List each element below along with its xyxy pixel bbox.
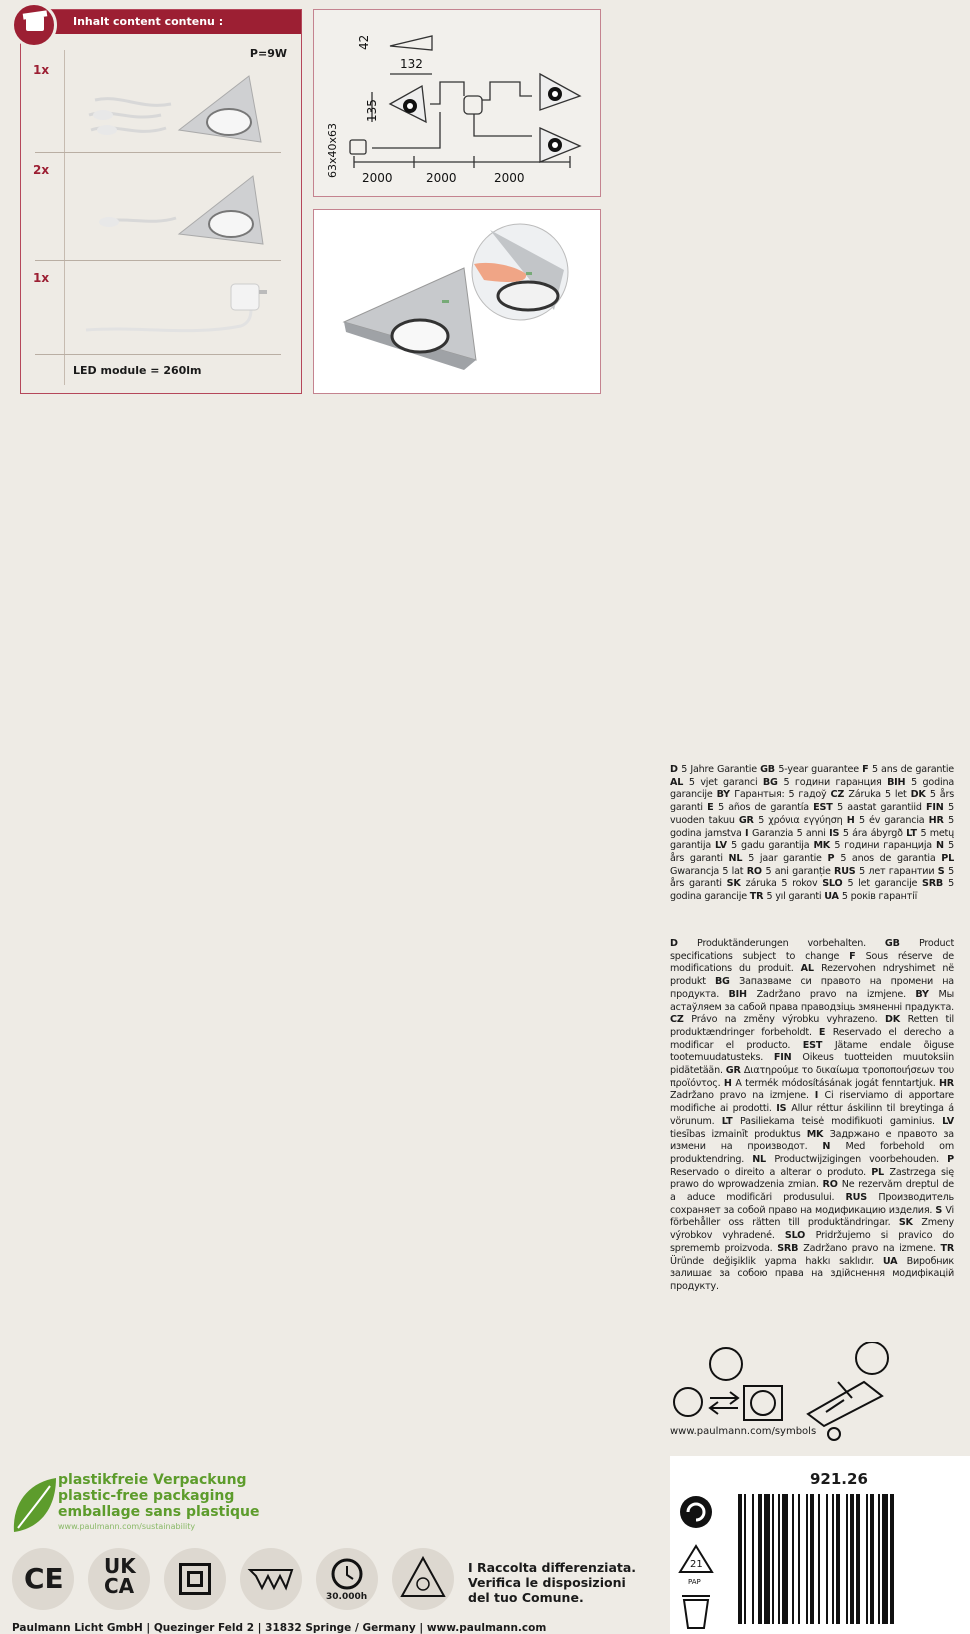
plastic-free-fr: emballage sans plastique	[58, 1504, 260, 1520]
warranty-text	[670, 764, 954, 904]
language-text: Oikeus tuotteiden muutoksiin pidätetään.	[670, 1052, 954, 1077]
language-text: 5 χρόνια εγγύηση	[758, 814, 847, 826]
language-text: Üründe değişiklik yapma hakkı saklıdır.	[670, 1255, 883, 1267]
barcode-bar	[798, 1494, 800, 1624]
language-text: Právo na změny výrobku vyhrazeno.	[691, 1014, 885, 1026]
language-text: záruka 5 rokov	[745, 878, 823, 890]
language-text: Garanzia 5 anni	[752, 827, 830, 839]
depth-label: 135	[365, 99, 379, 122]
language-code: CZ	[670, 1014, 692, 1026]
language-code: BY	[716, 789, 735, 801]
height-label: 42	[357, 34, 371, 50]
language-text: 5 års garanti	[670, 789, 954, 814]
furniture-mount-icon	[240, 1548, 302, 1610]
language-code: RUS	[834, 865, 860, 877]
language-text: 5 лет гарантии	[859, 865, 938, 877]
language-code: BG	[762, 776, 784, 788]
contents-header: Inhalt content contenu :	[21, 10, 301, 34]
language-code: SRB	[922, 878, 949, 890]
language-text: 5 години гаранција	[834, 840, 936, 852]
language-text: 5 jaar garantie	[748, 852, 828, 864]
barcode-bar	[792, 1494, 794, 1624]
symbols-url: www.paulmann.com/symbols	[670, 1426, 817, 1437]
barcode-bar	[866, 1494, 868, 1624]
wiring-diagram-svg	[314, 10, 602, 198]
barcode	[738, 1494, 938, 1634]
language-text: A termék módosításának jogát fenntartjuk.	[735, 1077, 939, 1089]
recycling-icons	[674, 1492, 728, 1632]
language-text: 5 años de garantía	[718, 802, 814, 814]
barcode-bar	[744, 1494, 746, 1624]
language-code: HR	[928, 814, 949, 826]
language-code: I	[814, 1090, 825, 1102]
language-text: 5 ára ábyrgð	[842, 827, 907, 839]
language-text: Productwijzigingen voorbehouden.	[774, 1153, 948, 1165]
ce-mark-icon	[12, 1548, 74, 1610]
language-text: Виробник залишає за собою права на здійснення модифікацій продукту.	[670, 1255, 954, 1292]
language-text: 5 godina garancije	[670, 878, 954, 903]
sustainability-url: www.paulmann.com/sustainability	[58, 1522, 196, 1531]
language-code: SLO	[822, 878, 848, 890]
language-text: Rezervohen ndryshimet në produkt	[670, 963, 954, 988]
barcode-bar	[878, 1494, 880, 1624]
barcode-bar	[764, 1494, 770, 1624]
language-code: D	[670, 938, 698, 949]
barcode-bar	[856, 1494, 860, 1624]
led-module-label: LED module = 260lm	[73, 364, 202, 377]
language-text: 5 års garanti	[670, 840, 954, 864]
barcode-bar	[758, 1494, 762, 1624]
language-code: LT	[721, 1115, 740, 1127]
language-text: 5 Jahre Garantie	[681, 764, 761, 775]
language-code: UA	[824, 891, 842, 903]
barcode-bar	[806, 1494, 808, 1624]
language-text: Záruka 5 let	[848, 789, 911, 801]
language-text: Мы астаўляем за сабой права праводзіць змяненні прадукта.	[670, 988, 954, 1013]
language-code: FIN	[773, 1052, 803, 1064]
language-code: DK	[884, 1014, 908, 1026]
barcode-bar	[826, 1494, 828, 1624]
barcode-bar	[850, 1494, 854, 1624]
barcode-bar	[738, 1494, 742, 1624]
product-photo	[313, 209, 601, 394]
lifetime-icon	[316, 1548, 378, 1610]
barcode-bar	[810, 1494, 814, 1624]
language-code: EST	[802, 1039, 835, 1051]
language-text: 5 év garancia	[858, 814, 929, 826]
barcode-bar	[836, 1494, 840, 1624]
language-text: Zmeny výrobkov vyhradené.	[670, 1217, 954, 1242]
language-text: Ne rezervăm dreptul de a aduce modificări produsului.	[670, 1179, 954, 1204]
language-code: N	[935, 840, 949, 852]
language-text: Zadržano pravo na izmjene.	[756, 988, 916, 1000]
raccolta-text: I Raccolta differenziata. Verifica le disposizioni del tuo Comune.	[468, 1560, 637, 1605]
barcode-bar	[832, 1494, 834, 1624]
language-text: Zastrzega się prawo do wprowadzenia zmian.	[670, 1166, 954, 1191]
language-code: BY	[915, 988, 939, 1000]
ce-mark: CE	[24, 1562, 64, 1595]
language-code: H	[723, 1077, 736, 1089]
language-code: RO	[822, 1179, 842, 1191]
language-code: SRB	[777, 1242, 804, 1254]
cable-length-label: 2000	[426, 171, 457, 185]
language-code: PL	[871, 1166, 890, 1178]
language-code: LV	[715, 840, 732, 852]
cable-length-label: 2000	[494, 171, 525, 185]
package-icon	[11, 2, 57, 48]
barcode-bar	[890, 1494, 894, 1624]
language-text: Διατηρούμε το δικαίωμα τροποποιήσεων του προϊόντος.	[670, 1065, 954, 1089]
barcode-bar	[772, 1494, 774, 1624]
language-code: MK	[813, 840, 835, 852]
language-code: D	[670, 764, 682, 775]
language-text: 5 godina jamstva	[670, 814, 954, 839]
adapter-size-label: 63x40x63	[326, 122, 339, 178]
barcode-bar	[752, 1494, 754, 1624]
language-code: CZ	[830, 789, 849, 801]
barcode-bar	[846, 1494, 848, 1624]
language-code: EST	[813, 802, 838, 814]
quantity-label: 2x	[33, 163, 50, 177]
language-text: 5 metų garantija	[670, 827, 955, 852]
language-code: E	[707, 802, 719, 814]
language-text: tiesības izmainīt produktus	[670, 1128, 807, 1140]
quantity-label: 1x	[33, 63, 50, 77]
language-text: Zadržano pravo na izmjene.	[670, 1090, 815, 1102]
language-text: 5 років гарантії	[841, 891, 918, 903]
leaf-icon	[10, 1476, 60, 1536]
ukca-mark-bottom: CA	[104, 1574, 135, 1598]
language-code: GB	[760, 764, 779, 775]
language-code: I	[745, 827, 753, 839]
temperature-icon	[392, 1548, 454, 1610]
language-text: Zadržano pravo na izmene.	[803, 1242, 941, 1254]
language-code: IS	[776, 1103, 792, 1115]
divider	[35, 354, 281, 355]
language-code: RUS	[845, 1192, 879, 1204]
language-code: LV	[942, 1115, 954, 1127]
language-code: UA	[882, 1255, 907, 1267]
language-text: 5 ans de garantie	[871, 764, 954, 775]
language-text: Sous réserve de modifications du produit.	[670, 950, 955, 975]
language-code: GR	[738, 814, 759, 826]
language-text: Задржано е правото за измени на производот.	[670, 1128, 954, 1153]
power-supply-image	[81, 268, 281, 348]
language-code: AL	[800, 963, 822, 975]
language-text: 5 ani garanție	[765, 865, 835, 877]
language-text: Гарантыя: 5 гадоў	[734, 789, 831, 801]
footer-address: Paulmann Licht GmbH | Quezinger Feld 2 | 31832 Springe / Germany | www.paulmann.com	[12, 1622, 547, 1634]
divider	[35, 260, 281, 261]
contents-panel	[20, 9, 302, 394]
language-text: 5 let garancije	[847, 878, 923, 890]
language-code: BIH	[728, 988, 757, 1000]
recycle-label: PAP	[688, 1578, 701, 1586]
language-code: NL	[728, 852, 749, 864]
triangle-light-with-cables-image	[81, 60, 281, 150]
language-code: F	[849, 950, 866, 962]
plastic-free-en: plastic-free packaging	[58, 1488, 235, 1504]
language-text: 5 години гаранция	[783, 776, 888, 788]
language-code: SK	[726, 878, 746, 890]
language-code: NL	[752, 1153, 775, 1165]
language-code: SK	[898, 1217, 922, 1229]
language-code: GR	[725, 1065, 744, 1077]
barcode-bar	[782, 1494, 788, 1624]
divider	[64, 50, 65, 385]
language-text: 5 godina garancije	[670, 776, 955, 801]
wiring-diagram	[313, 9, 601, 197]
language-code: BG	[714, 976, 740, 988]
quantity-label: 1x	[33, 271, 50, 285]
language-text: Запазваме си правото на промени на продукта.	[670, 976, 954, 1000]
language-code: H	[846, 814, 859, 826]
language-code: E	[818, 1026, 833, 1038]
language-code: TR	[940, 1242, 955, 1254]
language-code: LT	[906, 827, 921, 839]
language-code: PL	[941, 852, 954, 864]
barcode-bar	[818, 1494, 820, 1624]
language-text: 5 aastat garantiid	[837, 802, 926, 814]
lifetime-label: 30.000h	[326, 1592, 368, 1602]
barcode-bar	[778, 1494, 780, 1624]
language-text: Vi förbehåller oss rätten till produktändringar.	[670, 1204, 955, 1229]
language-code: GB	[884, 938, 919, 949]
divider	[35, 152, 281, 153]
ukca-mark-icon	[88, 1548, 150, 1610]
recycle-code: 21	[690, 1559, 703, 1570]
language-text: Produktänderungen vorbehalten.	[697, 938, 885, 949]
language-text: 5 gadu garantija	[731, 840, 814, 852]
language-code: FIN	[926, 802, 949, 814]
language-code: N	[822, 1141, 846, 1153]
language-code: AL	[670, 776, 689, 788]
language-code: DK	[910, 789, 930, 801]
barcode-bar	[870, 1494, 874, 1624]
language-text: Retten til produktændringer forbeholdt.	[670, 1014, 954, 1038]
language-text: Reservado el derecho a modificar el producto.	[670, 1026, 955, 1051]
language-code: BIH	[887, 776, 912, 788]
barcode-panel	[670, 1456, 970, 1634]
product-changes-text	[670, 938, 954, 1294]
language-code: IS	[829, 827, 843, 839]
language-code: TR	[749, 891, 767, 903]
language-text: 5 anos de garantia	[840, 852, 942, 864]
language-code: P	[947, 1153, 955, 1165]
language-code: MK	[806, 1128, 830, 1140]
language-text: Pridržujemo si pravico do sprememb proizvoda.	[670, 1230, 954, 1254]
language-code: F	[862, 764, 872, 775]
barcode-bar	[882, 1494, 888, 1624]
language-code: RO	[746, 865, 766, 877]
language-code: S	[937, 865, 949, 877]
language-code: S	[935, 1204, 946, 1216]
language-text: Производитель сохраняет за собой право на модификацию изделия.	[670, 1192, 954, 1216]
language-text: Pasiliekama teisė modifikuoti gaminius.	[740, 1115, 943, 1127]
plastic-free-de: plastikfreie Verpackung	[58, 1472, 247, 1488]
power-rating: P=9W	[249, 47, 287, 60]
ukca-mark-top: UK	[104, 1554, 136, 1578]
language-text: 5 vjet garanci	[688, 776, 763, 788]
language-code: P	[827, 852, 841, 864]
language-text: Med forbehold om produktendring.	[670, 1141, 954, 1165]
language-text: Jätame endale õiguse tootemuudatusteks.	[670, 1039, 954, 1064]
language-text: 5 vuoden takuu	[670, 802, 954, 826]
language-text: 5 års garanti	[670, 865, 954, 890]
language-text: Ci riserviamo di apportare modifiche ai prodotti.	[670, 1090, 954, 1115]
language-text: Gwarancja 5 lat	[670, 865, 747, 877]
triangle-light-image	[81, 160, 281, 250]
plastic-free-badge	[10, 1472, 260, 1536]
language-text: Allur réttur áskilinn til breytinga á vörunum.	[670, 1103, 954, 1127]
language-text: Product specifications subject to change	[670, 938, 955, 962]
article-number: 921.26	[810, 1470, 868, 1488]
language-text: 5-year guarantee	[778, 764, 863, 775]
protection-class-icon	[164, 1548, 226, 1610]
language-code: SLO	[784, 1230, 816, 1242]
language-text: 5 yıl garanti	[766, 891, 825, 903]
cable-length-label: 2000	[362, 171, 393, 185]
language-code: HR	[938, 1077, 954, 1089]
language-text: Reservado o direito a alterar o produto.	[670, 1166, 872, 1178]
width-label: 132	[400, 57, 423, 71]
